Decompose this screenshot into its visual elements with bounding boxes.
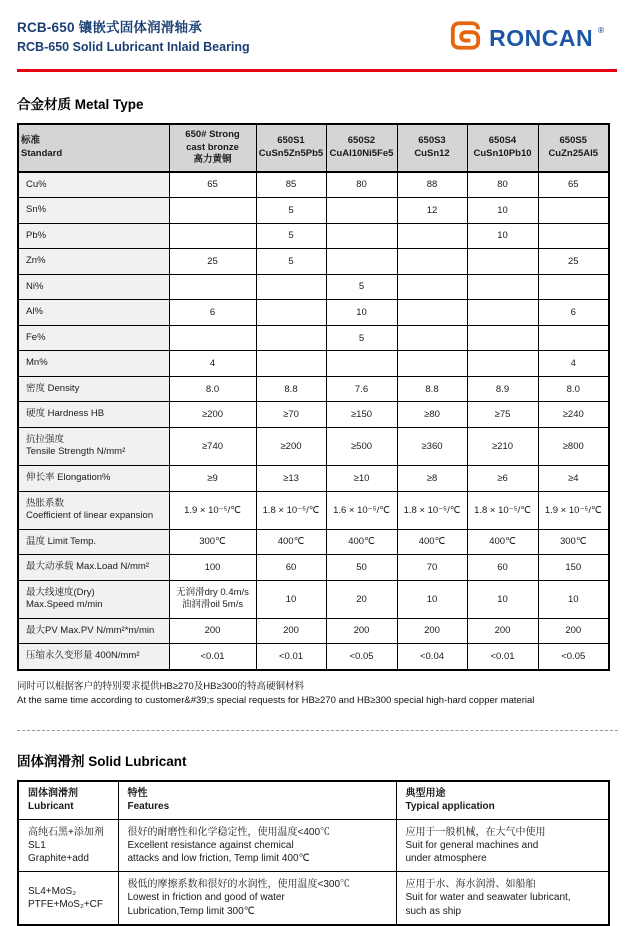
row-label: 密度 Density xyxy=(18,376,169,402)
cell xyxy=(397,325,467,351)
cell: 300℃ xyxy=(169,529,256,555)
header-cell-lubricant: 固体润滑剂 Lubricant xyxy=(18,781,118,819)
note-line-cn: 同时可以根据客户的特别要求提供HB≥270及HB≥300的特高硬铜材料 xyxy=(17,680,305,692)
page-title-cn: RCB-650 镶嵌式固体润滑轴承 xyxy=(17,20,202,35)
cell: 85 xyxy=(256,172,326,198)
header-cell-650s1: 650S1 CuSn5Zn5Pb5 xyxy=(256,124,326,172)
metal-table-header-row xyxy=(18,124,609,172)
cell-lubricant-name: 高纯石黑+添加剂 SL1 Graphite+add xyxy=(18,819,118,872)
cell-application: 应用于水、海水润滑、如船舶 Suit for water and seawater lubricant, such as ship xyxy=(396,872,609,925)
cell xyxy=(467,274,538,300)
cell: 1.8 × 10⁻⁵/℃ xyxy=(256,491,326,529)
cell: ≥6 xyxy=(467,465,538,491)
cell: 无润滑dry 0.4m/s 油润滑oil 5m/s xyxy=(169,580,256,618)
row-label: Zn% xyxy=(18,249,169,275)
cell xyxy=(538,223,609,249)
cell: ≥70 xyxy=(256,402,326,428)
cell: ≥80 xyxy=(397,402,467,428)
cell: 5 xyxy=(256,223,326,249)
cell: 200 xyxy=(467,618,538,644)
cell: 65 xyxy=(538,172,609,198)
cell: 8.8 xyxy=(397,376,467,402)
cell xyxy=(467,249,538,275)
row-label: Cu% xyxy=(18,172,169,198)
cell xyxy=(467,325,538,351)
cell: 4 xyxy=(169,351,256,377)
table-row-limit-temp xyxy=(18,529,609,555)
table-row-expansion xyxy=(18,491,609,529)
cell: <0.05 xyxy=(538,644,609,670)
registered-mark: ® xyxy=(598,25,604,35)
table-row-hardness xyxy=(18,402,609,428)
cell xyxy=(397,249,467,275)
cell xyxy=(256,351,326,377)
cell-features: 很好的耐磨性和化学稳定性，使用温度<400℃ Excellent resistance against chemical attacks and low friction, Temp limit 400℃ xyxy=(118,819,396,872)
cell: ≥8 xyxy=(397,465,467,491)
cell: ≥500 xyxy=(326,427,397,465)
dashed-divider xyxy=(17,730,618,731)
cell: 12 xyxy=(397,198,467,224)
cell: ≥13 xyxy=(256,465,326,491)
cell: 8.8 xyxy=(256,376,326,402)
row-label: 伸长率 Elongation% xyxy=(18,465,169,491)
cell: <0.05 xyxy=(326,644,397,670)
table-row-tensile xyxy=(18,427,609,465)
solid-lubricant-table xyxy=(17,780,610,926)
cell: 1.9 × 10⁻⁵/℃ xyxy=(538,491,609,529)
cell: ≥210 xyxy=(467,427,538,465)
cell: 200 xyxy=(256,618,326,644)
row-label: 最大PV Max.PV N/mm²*m/min xyxy=(18,618,169,644)
cell: 10 xyxy=(538,580,609,618)
cell: 200 xyxy=(397,618,467,644)
cell xyxy=(169,198,256,224)
cell xyxy=(397,300,467,326)
cell-features: 极低的摩擦系数和很好的水润性，使用温度<300℃ Lowest in friction and good of water Lubrication,Temp limit 300℃ xyxy=(118,872,396,925)
cell: <0.04 xyxy=(397,644,467,670)
cell xyxy=(326,249,397,275)
cell: <0.01 xyxy=(256,644,326,670)
header-cell-features: 特性 Features xyxy=(118,781,396,819)
note-text xyxy=(17,680,608,709)
cell: 400℃ xyxy=(256,529,326,555)
cell: 7.6 xyxy=(326,376,397,402)
header-cell-650s4: 650S4 CuSn10Pb10 xyxy=(467,124,538,172)
cell: 300℃ xyxy=(538,529,609,555)
cell: ≥150 xyxy=(326,402,397,428)
cell: 10 xyxy=(467,580,538,618)
cell: ≥4 xyxy=(538,465,609,491)
cell xyxy=(397,351,467,377)
row-label: 硬度 Hardness HB xyxy=(18,402,169,428)
cell: ≥240 xyxy=(538,402,609,428)
roncan-logo xyxy=(447,18,604,58)
cell xyxy=(256,274,326,300)
cell: ≥200 xyxy=(256,427,326,465)
cell: 400℃ xyxy=(326,529,397,555)
cell: 5 xyxy=(326,325,397,351)
table-row-pb xyxy=(18,223,609,249)
cell: 60 xyxy=(256,555,326,581)
cell xyxy=(397,223,467,249)
cell: 6 xyxy=(169,300,256,326)
cell: ≥740 xyxy=(169,427,256,465)
table-row-max-load xyxy=(18,555,609,581)
cell: 8.9 xyxy=(467,376,538,402)
lubricant-row-sl4 xyxy=(18,872,609,925)
cell: 1.8 × 10⁻⁵/℃ xyxy=(467,491,538,529)
cell: 65 xyxy=(169,172,256,198)
row-label: Sn% xyxy=(18,198,169,224)
cell xyxy=(169,325,256,351)
cell xyxy=(538,274,609,300)
lubricant-row-sl1 xyxy=(18,819,609,872)
cell: 4 xyxy=(538,351,609,377)
row-label: 热胀系数 Coefficient of linear expansion xyxy=(18,491,169,529)
cell: 20 xyxy=(326,580,397,618)
cell: 8.0 xyxy=(169,376,256,402)
cell xyxy=(397,274,467,300)
cell: 400℃ xyxy=(397,529,467,555)
cell: 1.6 × 10⁻⁵/℃ xyxy=(326,491,397,529)
cell-application: 应用于一般机械，在大气中使用 Suit for general machines and under atmosphere xyxy=(396,819,609,872)
cell: <0.01 xyxy=(467,644,538,670)
cell: ≥800 xyxy=(538,427,609,465)
cell: 25 xyxy=(538,249,609,275)
cell xyxy=(467,351,538,377)
cell: 10 xyxy=(256,580,326,618)
cell xyxy=(256,300,326,326)
table-row-zn xyxy=(18,249,609,275)
cell: 60 xyxy=(467,555,538,581)
cell: 50 xyxy=(326,555,397,581)
cell: 25 xyxy=(169,249,256,275)
cell xyxy=(169,223,256,249)
cell: 5 xyxy=(256,249,326,275)
row-label: Fe% xyxy=(18,325,169,351)
cell xyxy=(326,223,397,249)
cell: ≥75 xyxy=(467,402,538,428)
cell: 80 xyxy=(467,172,538,198)
row-label: 最大线速度(Dry) Max.Speed m/min xyxy=(18,580,169,618)
page-header xyxy=(17,16,608,58)
row-label: Pb% xyxy=(18,223,169,249)
cell: ≥10 xyxy=(326,465,397,491)
cell: 200 xyxy=(326,618,397,644)
cell xyxy=(169,274,256,300)
cell xyxy=(538,325,609,351)
cell xyxy=(467,300,538,326)
row-label: 压缩永久变形量 400N/mm² xyxy=(18,644,169,670)
note-line-en: At the same time according to customer&#39;s special requests for HB≥270 and HB≥300 special high-hard copper material xyxy=(17,695,535,707)
cell: 200 xyxy=(169,618,256,644)
cell: 200 xyxy=(538,618,609,644)
table-row-fe xyxy=(18,325,609,351)
cell: ≥9 xyxy=(169,465,256,491)
page-title-en: RCB-650 Solid Lubricant Inlaid Bearing xyxy=(17,40,250,54)
roncan-logo-text: RONCAN xyxy=(489,24,594,51)
cell: 88 xyxy=(397,172,467,198)
row-label: Ni% xyxy=(18,274,169,300)
header-cell-650s5: 650S5 CuZn25Al5 xyxy=(538,124,609,172)
table-row-sn xyxy=(18,198,609,224)
cell: 10 xyxy=(397,580,467,618)
cell: 6 xyxy=(538,300,609,326)
cell xyxy=(538,198,609,224)
section-title-solid-lubricant: 固体润滑剂 Solid Lubricant xyxy=(17,754,187,770)
section-title-metal-type: 合金材质 Metal Type xyxy=(17,97,144,112)
table-row-mn xyxy=(18,351,609,377)
table-row-cu xyxy=(18,172,609,198)
cell: 1.8 × 10⁻⁵/℃ xyxy=(397,491,467,529)
header-cell-650: 650# Strong cast bronze 高力黄铜 xyxy=(169,124,256,172)
cell xyxy=(326,351,397,377)
cell xyxy=(326,198,397,224)
cell: 10 xyxy=(467,198,538,224)
cell: 400℃ xyxy=(467,529,538,555)
table-row-ni xyxy=(18,274,609,300)
header-cell-650s3: 650S3 CuSn12 xyxy=(397,124,467,172)
row-label: 抗拉强度 Tensile Strength N/mm² xyxy=(18,427,169,465)
cell: <0.01 xyxy=(169,644,256,670)
header-cell-650s2: 650S2 CuAl10Ni5Fe5 xyxy=(326,124,397,172)
cell: 5 xyxy=(256,198,326,224)
lubricant-table-header-row xyxy=(18,781,609,819)
cell: 80 xyxy=(326,172,397,198)
header-cell-application: 典型用途 Typical application xyxy=(396,781,609,819)
cell: ≥360 xyxy=(397,427,467,465)
metal-type-table xyxy=(17,123,610,671)
table-row-max-speed xyxy=(18,580,609,618)
cell: 100 xyxy=(169,555,256,581)
cell: 150 xyxy=(538,555,609,581)
table-row-elongation xyxy=(18,465,609,491)
cell xyxy=(256,325,326,351)
table-row-compression-set xyxy=(18,644,609,670)
cell: 5 xyxy=(326,274,397,300)
row-label: 最大动承载 Max.Load N/mm² xyxy=(18,555,169,581)
row-label: 温度 Limit Temp. xyxy=(18,529,169,555)
cell: 70 xyxy=(397,555,467,581)
header-titles xyxy=(17,16,250,54)
cell: ≥200 xyxy=(169,402,256,428)
cell-lubricant-name: SL4+MoS₂ PTFE+MoS₂+CF xyxy=(18,872,118,925)
table-row-max-pv xyxy=(18,618,609,644)
roncan-logo-icon xyxy=(447,18,484,58)
row-label: Al% xyxy=(18,300,169,326)
red-divider xyxy=(17,69,617,72)
row-label: Mn% xyxy=(18,351,169,377)
table-row-al xyxy=(18,300,609,326)
cell: 8.0 xyxy=(538,376,609,402)
cell: 1.9 × 10⁻⁵/℃ xyxy=(169,491,256,529)
header-cell-standard: 标准 Standard xyxy=(18,124,169,172)
table-row-density xyxy=(18,376,609,402)
cell: 10 xyxy=(326,300,397,326)
cell: 10 xyxy=(467,223,538,249)
